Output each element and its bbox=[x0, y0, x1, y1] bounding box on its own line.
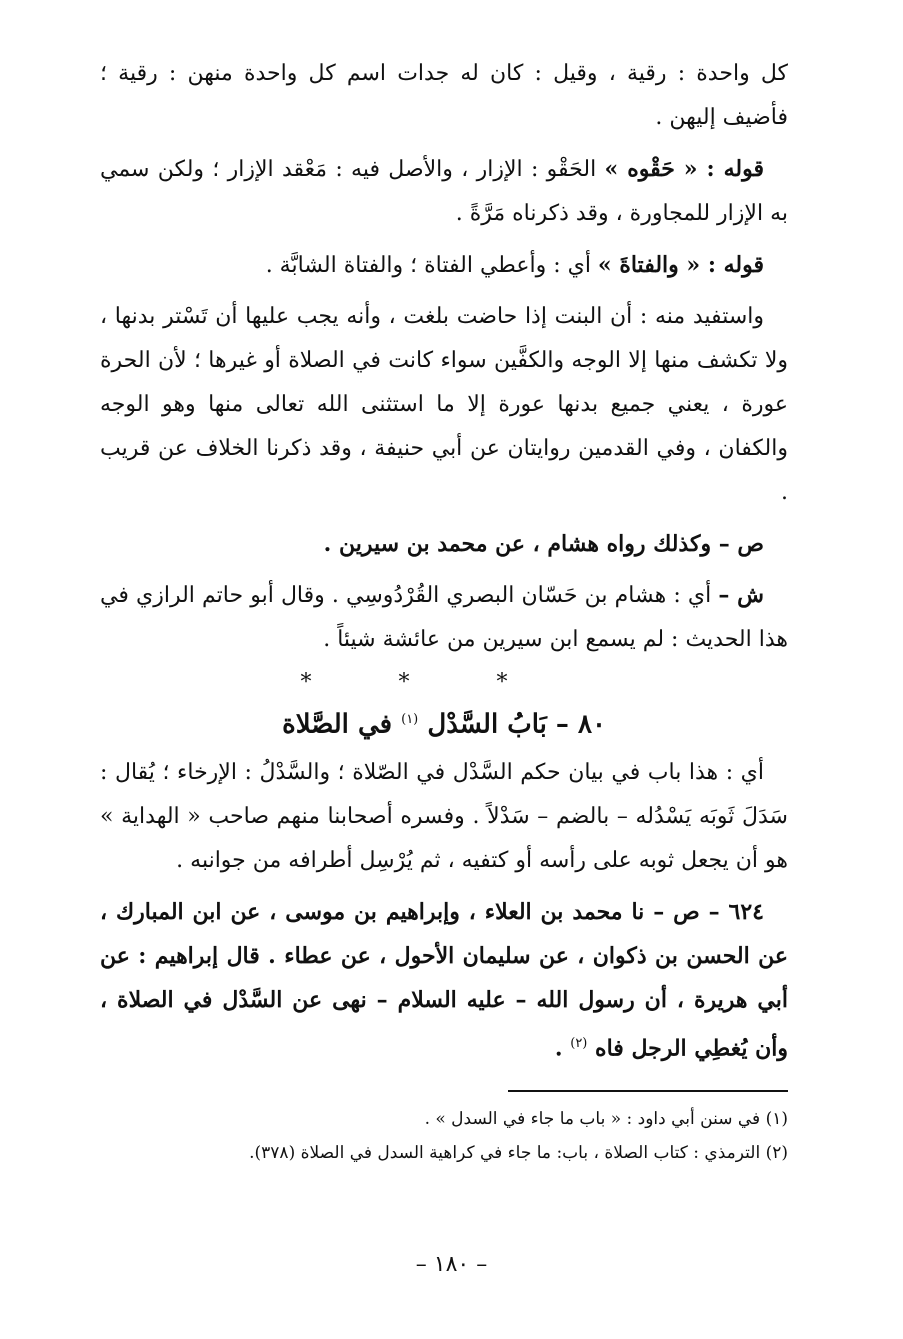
section-separator: * * * bbox=[300, 670, 548, 695]
hadith-624: ٦٢٤ – ص – نا محمد بن العلاء ، وإبراهيم بن موسى ، عن ابن المبارك ، عن الحسن بن ذكوان ، عن سليمان الأحول ، عن عطاء . قال إبراهيم : عن أبي هريرة ، أن رسول الله – عليه السلام – نهى عن السَّدْل في الصلاة ، وأن يُغطِي الرجل فاه $^{(٢)}$ . bbox=[100, 898, 789, 1061]
page-number: – ١٨٠ – bbox=[415, 1252, 488, 1277]
footnote-ref: (١) bbox=[401, 712, 419, 727]
paragraph-lead: قوله : « والفتاةَ » bbox=[597, 252, 764, 278]
chapter-heading: ٨٠ – بَابُ السَّدْل $^{(١)}$ في الصَّلاة bbox=[282, 709, 606, 740]
paragraph-lead: قوله : « حَقْوه » bbox=[604, 156, 765, 182]
hadith-text: ص – وكذلك رواه هشام ، عن محمد بن سيرين . bbox=[323, 531, 764, 557]
chapter-intro: أي : هذا باب في بيان حكم السَّدْل في الصّلاة ؛ والسَّدْلُ : الإرخاء ؛ يُقال : سَدَلَ ثَوبَه يَسْدُله – بالضم – سَدْلاً . وفسره أصحابنا منهم صاحب « الهداية » هو أن يجعل ثوبه على رأسه أو كتفيه ، ثم يُرْسِل أطرافه من جوانبه . bbox=[100, 759, 788, 873]
footnote-divider bbox=[508, 1090, 788, 1092]
commentary: ش – أي : هشام بن حَسّان البصري القُرْدُوسِي . وقال أبو حاتم الرازي في هذا الحديث : لم يسمع ابن سيرين من عائشة شيئاً . bbox=[100, 582, 788, 652]
paragraph-1: كل واحدة : رقية ، وقيل : كان له جدات اسم كل واحدة منهن : رقية ؛ فأضيف إليهن . bbox=[100, 61, 788, 130]
paragraph-fatat: قوله : « والفتاةَ » أي : وأعطي الفتاة ؛ والفتاة الشابَّة . bbox=[265, 252, 764, 278]
footnote-2: (٢) الترمذي : كتاب الصلاة ، باب: ما جاء في كراهية السدل في الصلاة (٣٧٨). bbox=[249, 1142, 788, 1163]
footnote-1: (١) في سنن أبي داود : « باب ما جاء في السدل » . bbox=[424, 1108, 788, 1129]
paragraph-hiqw: قوله : « حَقْوه » الحَقْو : الإزار ، والأصل فيه : مَعْقد الإزار ؛ ولكن سمي به الإزار للمجاورة ، وقد ذكرناه مَرَّةً . bbox=[100, 156, 788, 226]
page-body bbox=[100, 52, 788, 1170]
paragraph-lead: ش – bbox=[718, 582, 764, 608]
footnote-ref: (٢) bbox=[570, 1035, 588, 1051]
paragraph-explanation: واستفيد منه : أن البنت إذا حاضت بلغت ، وأنه يجب عليها أن تَسْتر بدنها ، ولا تكشف منها إلا الوجه والكفَّين سواء كانت في الصلاة أو غيرها ؛ لأن الحرة عورة ، يعني جميع بدنها عورة إلا ما استثنى الله تعالى منها وهو الوجه والكفان ، وفي القدمين روايتان عن أبي حنيفة ، وقد ذكرنا الخلاف عن قريب . bbox=[100, 304, 788, 505]
